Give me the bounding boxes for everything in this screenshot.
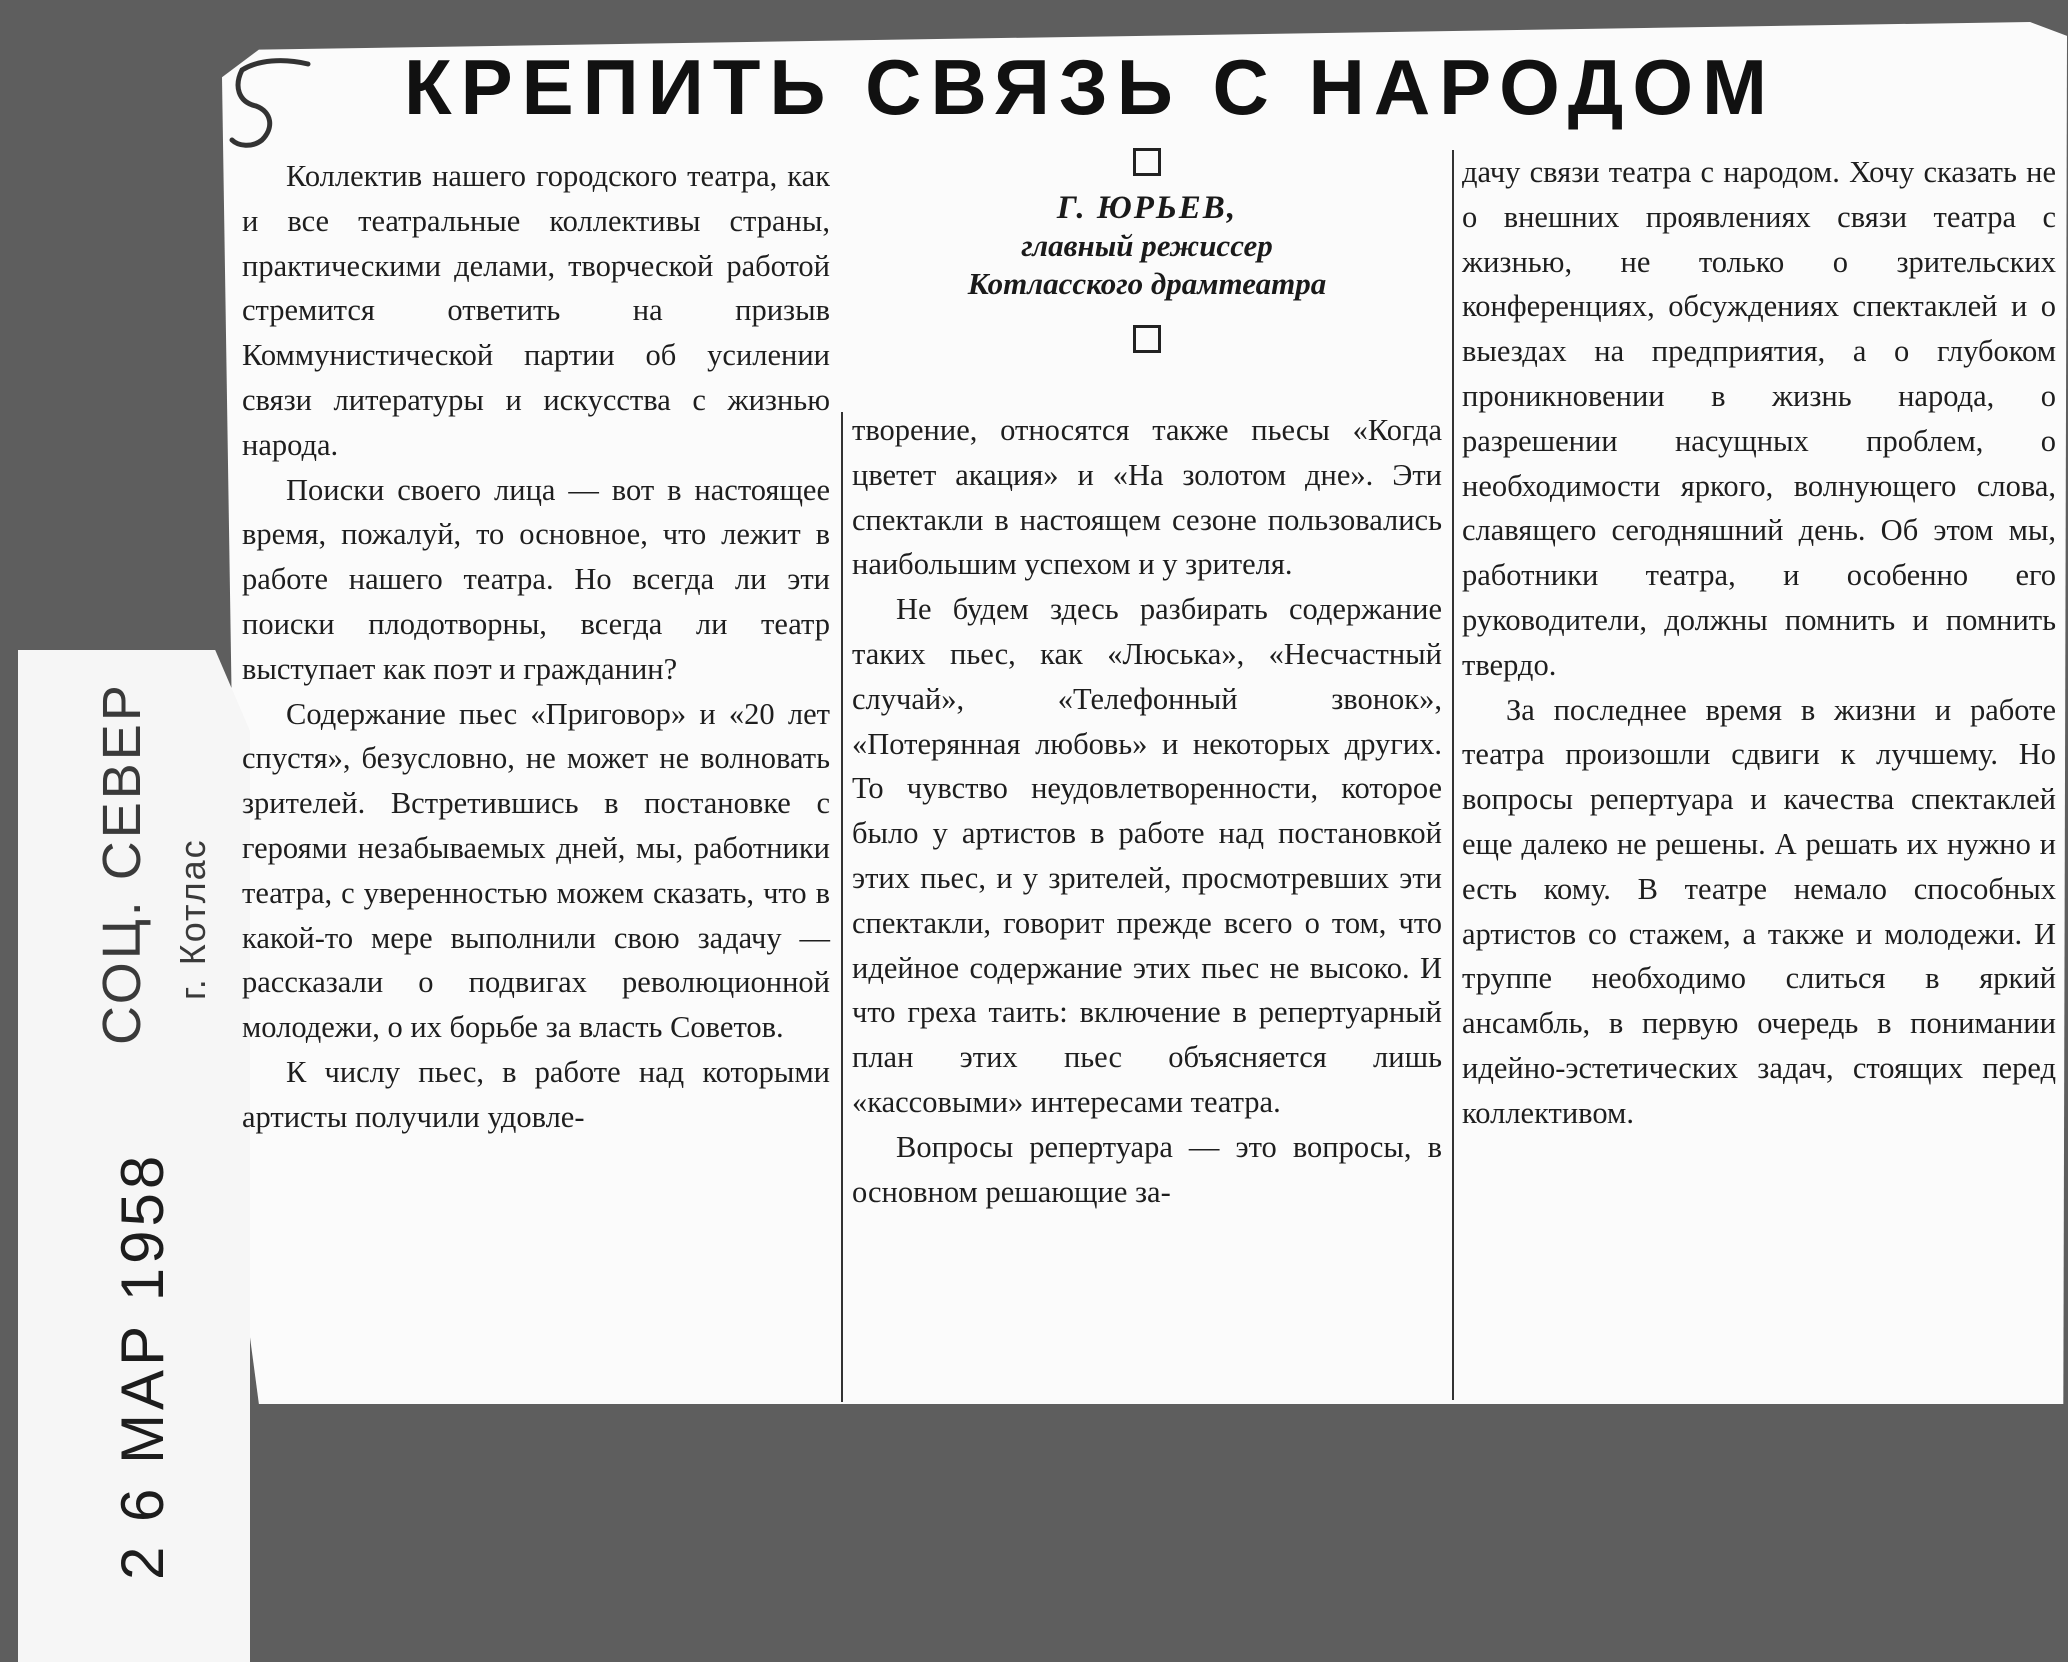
byline (852, 148, 1442, 353)
handwritten-mark-icon (228, 56, 312, 152)
column-divider (841, 412, 843, 1402)
author-name: Г. ЮРЬЕВ, (1056, 190, 1238, 226)
paragraph: дачу связи театра с народом. Хочу сказать не о внешних проявлениях связи театра с жизнью, не только о зрительских конференциях, обсуждениях спектаклей и о выездах на предприятия, а о глубоком проникновении в жизнь народа, о разрешении насущных проблем, о необходимости яркого, волнующего слова, славящего сегодняшний день. Об этом мы, работники театра, и особенно его руководители, должны помнить и помнить твердо. (1462, 155, 2056, 682)
author-role: главный режиссер (1021, 228, 1273, 263)
stamp-newspaper-name: СОЦ. СЕВЕР (92, 682, 152, 1045)
square-ornament-icon (1133, 148, 1161, 176)
stamp-city: г. Котлас (172, 838, 213, 1000)
paragraph: Коллектив нашего городского театра, как и все театральные коллективы страны, практическими делами, творческой работой стремится ответить на призыв Коммунистической партии об усилении связи литературы и искусства с жизнью народа. (242, 159, 830, 462)
paragraph: К числу пьес, в работе над которыми артисты получили удовле- (242, 1054, 830, 1134)
column-2 (852, 408, 1442, 1214)
column-3 (1462, 150, 2056, 1136)
column-1 (242, 154, 830, 1140)
square-ornament-icon (1133, 325, 1161, 353)
paragraph: творение, относятся также пьесы «Когда цветет акация» и «На золотом дне». Эти спектакли в настоящем сезоне пользовались наибольшим успехом и у зрителя. (852, 413, 1442, 582)
paragraph: За последнее время в жизни и работе театра произошли сдвиги к лучшему. Но вопросы репертуара и качества спектаклей еще далеко не решены. А решать их нужно и есть кому. В театре немало способных артистов со стажем, а также и молодежи. И труппе необходимо слиться в яркий ансамбль, в первую очередь в понимании идейно-эстетических задач, стоящих перед коллективом. (1462, 692, 2056, 1130)
paragraph: Содержание пьес «Приговор» и «20 лет спустя», безусловно, не может не волновать зрителей. Встретившись в постановке с героями незабываемых дней, мы, работники театра, с уверенностью можем сказать, что в какой-то мере выполнили свою задачу — рассказали о подвигах революционной молодежи, о их борьбе за власть Советов. (242, 696, 830, 1045)
author-theatre: Котласского драмтеатра (967, 266, 1327, 301)
article-headline: КРЕПИТЬ СВЯЗЬ С НАРОДОМ (403, 43, 1777, 131)
paragraph: Вопросы репертуара — это вопросы, в основном решающие за- (852, 1129, 1442, 1209)
paragraph: Не будем здесь разбирать содержание таких пьес, как «Люська», «Несчастный случай», «Телефонный звонок», «Потерянная любовь» и некоторых других. То чувство неудовлетворенности, которое было у артистов в работе над постановкой этих пьес, и у зрителей, просмотревших эти спектакли, говорит прежде всего о том, что идейное содержание этих пьес не высоко. И что греха таить: включение в репертуарный план этих пьес объясняется лишь «кассовыми» интересами театра. (852, 592, 1442, 1119)
paragraph: Поиски своего лица — вот в настоящее время, пожалуй, то основное, что лежит в работе нашего театра. Но всегда ли эти поиски плодотворны, всегда ли театр выступает как поэт и гражданин? (242, 472, 830, 686)
column-divider (1452, 150, 1454, 1400)
stamp-date: 2 6 МАР 1958 (109, 1151, 176, 1580)
